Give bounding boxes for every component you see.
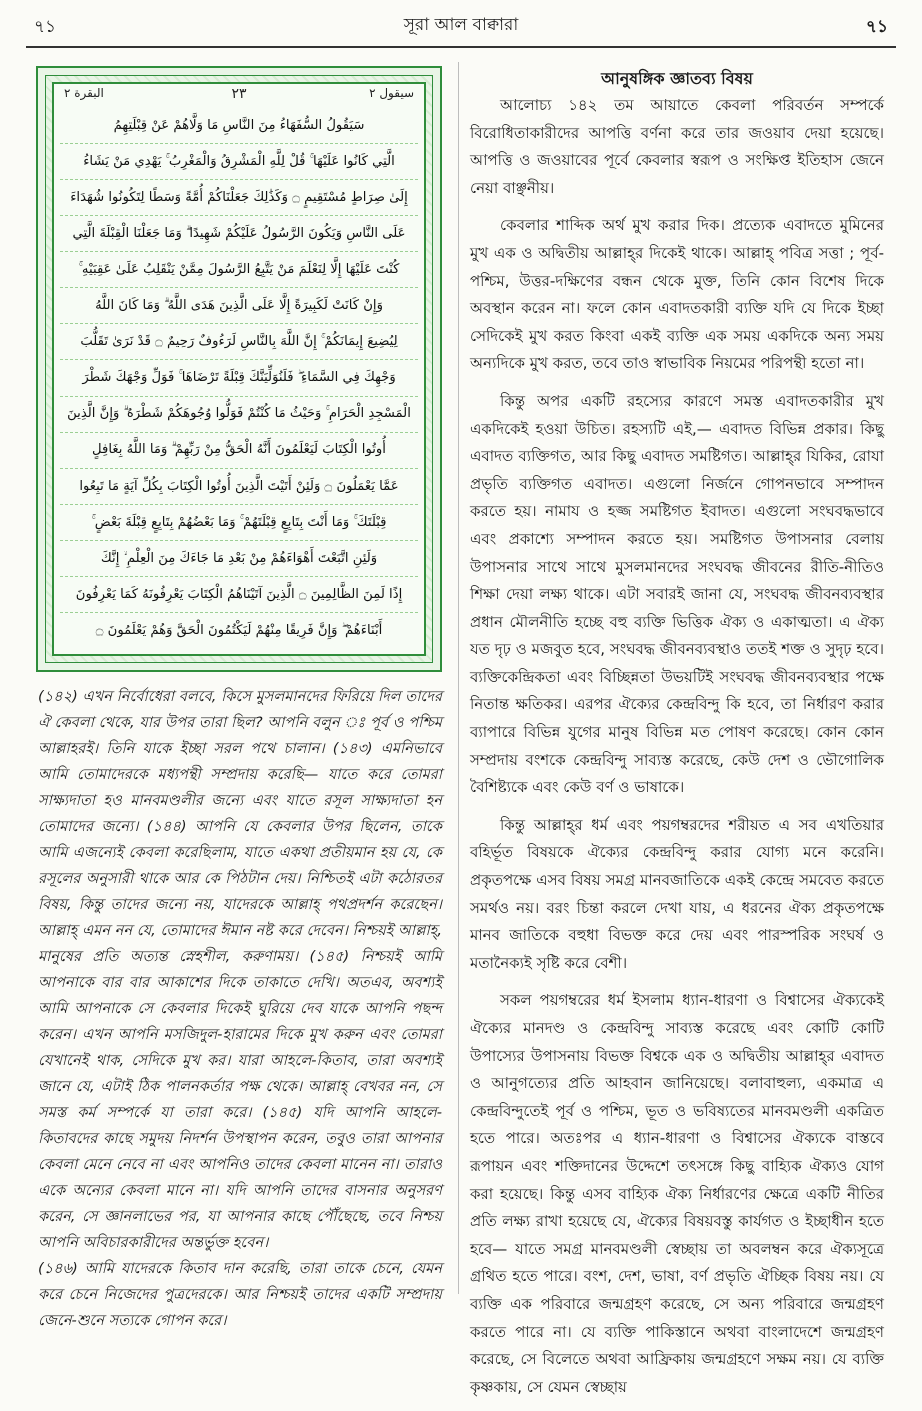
page-number-left: ৭১ bbox=[34, 17, 57, 37]
translation-paragraph: (১৪৬) আমি যাদেরকে কিতাব দান করেছি, তারা তাকে চেনে, যেমন করে চেনে নিজেদের পুত্রদেরকে। আর নিশ্চয়ই তাদের একটি সম্প্রদায় জেনে-শুনে সত্যকে গোপন করে। bbox=[38, 1260, 442, 1329]
ayah-line: سَيَقُولُ السُّفَهَاءُ مِنَ النَّاسِ مَا وَلَّاهُمْ عَنْ قِبْلَتِهِمُ bbox=[60, 108, 418, 144]
bengali-translation bbox=[38, 684, 442, 1334]
arabic-page-number: ٢٣ bbox=[231, 86, 247, 102]
commentary-title: আনুষঙ্গিক জ্ঞাতব্য বিষয় bbox=[601, 69, 753, 88]
ayah-line: وَجْهِكَ فِي السَّمَاءِ ۖ فَلَنُوَلِّيَنَّكَ قِبْلَةً تَرْضَاهَا ۚ فَوَلِّ وَجْهَكَ شَطْرَ bbox=[60, 360, 418, 396]
quran-lines bbox=[60, 108, 418, 648]
ayah-line: عَمَّا يَعْمَلُونَ ۝ وَلَئِنْ أَتَيْتَ الَّذِينَ أُوتُوا الْكِتَابَ بِكُلِّ آيَةٍ مَا تَبِعُوا bbox=[60, 469, 418, 505]
quran-text-panel bbox=[52, 82, 426, 656]
commentary-paragraph: কিন্তু অপর একটি রহস্যের কারণে সমস্ত এবাদতকারীর মুখ একদিকেই হওয়া উচিত। রহস্যটি এই,— এবাদত বিভিন্ন প্রকার। কিছু এবাদত ব্যক্তিগত, আর কিছু এবাদত সমষ্টিগত। আল্লাহ্‌র যিকির, রোযা প্রভৃতি ব্যক্তিগত এবাদত। এগুলো নির্জনে গোপনভাবে সম্পাদন করতে হয়। নামায ও হজ্জ সমষ্টিগত ইবাদত। এগুলো সংঘবদ্ধভাবে এবং প্রকাশ্যে সম্পাদন করতে হয়। সমষ্টিগত উপাসনার বেলায় উপাসনার সাথে সাথে মুসলমানদের সংঘবদ্ধ জীবনের রীতি-নীতিও শিক্ষা দেয়া লক্ষ্য থাকে। এটা সবারই জানা যে, সংঘবদ্ধ জীবনব্যবস্থার প্রধান মৌলনীতি হচ্ছে বহু ব্যক্তি ভিত্তিক ঐক্য ও একাত্মতা। এ ঐক্য যত দৃঢ় ও মজবুত হবে, সংঘবদ্ধ জীবনব্যবস্থাও ততই শক্ত ও সুদৃঢ় হবে। ব্যক্তিকেন্দ্রিকতা এবং বিচ্ছিন্নতা উভয়টিই সংঘবদ্ধ জীবনব্যবস্থার পক্ষে নিতান্ত ক্ষতিকর। এরপর ঐক্যের কেন্দ্রবিন্দু কি হবে, তা নির্ধারণ করার ব্যাপারে বিভিন্ন যুগের মানুষ বিভিন্ন মত পোষণ করেছে। কোন কোন সম্প্রদায় বংশকে কেন্দ্রবিন্দু সাব্যস্ত করেছে, কেউ দেশ ও ভৌগোলিক বৈশিষ্ট্যকে এবং কেউ বর্ণ ও ভাষাকে। bbox=[470, 391, 884, 797]
ayah-line: أَبْنَاءَهُمْ ۖ وَإِنَّ فَرِيقًا مِنْهُمْ لَيَكْتُمُونَ الْحَقَّ وَهُمْ يَعْلَمُونَ ۝ bbox=[95, 622, 383, 638]
ayah-line: وَلَئِنِ اتَّبَعْتَ أَهْوَاءَهُمْ مِنْ بَعْدِ مَا جَاءَكَ مِنَ الْعِلْمِ ۙ إِنَّكَ bbox=[60, 541, 418, 577]
ayah-line: وَإِنْ كَانَتْ لَكَبِيرَةً إِلَّا عَلَى الَّذِينَ هَدَى اللَّهُ ۗ وَمَا كَانَ اللَّهُ bbox=[60, 288, 418, 324]
juz-marker: سيقول ٢ bbox=[369, 86, 414, 100]
ayah-line: الَّتِي كَانُوا عَلَيْهَا ۚ قُلْ لِلَّهِ الْمَشْرِقُ وَالْمَغْرِبُ ۚ يَهْدِي مَنْ يَشَاءُ bbox=[60, 144, 418, 180]
page-number-right: ৭১ bbox=[865, 17, 888, 37]
commentary-paragraph: আলোচ্য ১৪২ তম আয়াতে কেবলা পরিবর্তন সম্পর্কে বিরোধিতাকারীদের আপত্তি বর্ণনা করে তার জওয়াব দেয়া হয়েছে। আপত্তি ও জওয়াবের পূর্বে কেবলার স্বরূপ ও সংক্ষিপ্ত ইতিহাস জেনে নেয়া বাঞ্ছনীয়। bbox=[470, 96, 884, 197]
commentary-paragraph: কেবলার শাব্দিক অর্থ মুখ করার দিক। প্রত্যেক এবাদতে মুমিনের মুখ এক ও অদ্বিতীয় আল্লাহ্‌র দিকেই থাকে। আল্লাহ্ পবিত্র সত্তা ; পূর্ব-পশ্চিম, উত্তর-দক্ষিণের বন্ধন থেকে মুক্ত, তিনি কোন বিশেষ দিকে অবস্থান করেন না। ফলে কোন এবাদতকারী ব্যক্তি যদি যে দিকে ইচ্ছা সেদিকেই মুখ করত কিংবা একই ব্যক্তি এক সময় একদিকে অন্য সময় অন্যদিকে মুখ করত, তবে তাও স্বাভাবিক নিয়মের পরিপন্থী হতো না। bbox=[470, 216, 884, 373]
running-title: সূরা আল বাক্বারা bbox=[403, 15, 519, 35]
ayah-line: لِيُضِيعَ إِيمَانَكُمْ ۚ إِنَّ اللَّهَ بِالنَّاسِ لَرَءُوفٌ رَحِيمٌ ۝ قَدْ نَرَىٰ تَقَلُّبَ bbox=[60, 324, 418, 360]
commentary-paragraph: কিন্তু আল্লাহ্‌র ধর্ম এবং পয়গম্বরদের শরীয়ত এ সব এখতিয়ার বহির্ভূত বিষয়কে ঐক্যের কেন্দ্রবিন্দু করার যোগ্য মনে করেনি। প্রকৃতপক্ষে এসব বিষয় সমগ্র মানবজাতিকে একই কেন্দ্রে সমবেত করতে সমর্থও নয়। বরং চিন্তা করলে দেখা যায়, এ ধরনের ঐক্য প্রকৃতপক্ষে মানব জাতিকে বহুধা বিভক্ত করে দেয় এবং পারস্পরিক সংঘর্ষ ও মতানৈক্যই সৃষ্টি করে বেশী। bbox=[470, 815, 884, 972]
quran-text-frame bbox=[36, 66, 442, 672]
ayah-line: إِلَىٰ صِرَاطٍ مُسْتَقِيمٍ ۝ وَكَذَٰلِكَ جَعَلْنَاكُمْ أُمَّةً وَسَطًا لِتَكُونُوا شُهَدَاءَ bbox=[60, 180, 418, 216]
ayah-line: قِبْلَتَكَ ۚ وَمَا أَنْتَ بِتَابِعٍ قِبْلَتَهُمْ ۚ وَمَا بَعْضُهُمْ بِتَابِعٍ قِبْلَةَ بَعْضٍ ۚ bbox=[60, 505, 418, 541]
ayah-line: إِذًا لَمِنَ الظَّالِمِينَ ۝ الَّذِينَ آتَيْنَاهُمُ الْكِتَابَ يَعْرِفُونَهُ كَمَا يَعْرِفُونَ bbox=[60, 577, 418, 613]
commentary-body bbox=[470, 92, 884, 1411]
quran-page-header bbox=[64, 86, 414, 104]
ayah-line: أُوتُوا الْكِتَابَ لَيَعْلَمُونَ أَنَّهُ الْحَقُّ مِنْ رَبِّهِمْ ۗ وَمَا اللَّهُ بِغَافِلٍ bbox=[60, 433, 418, 469]
surah-marker: البقرة ٢ bbox=[64, 86, 104, 100]
ayah-line: عَلَى النَّاسِ وَيَكُونَ الرَّسُولُ عَلَيْكُمْ شَهِيدًا ۗ وَمَا جَعَلْنَا الْقِبْلَةَ الَّتِي bbox=[60, 216, 418, 252]
translation-paragraph: (১৪২) এখন নির্বোধেরা বলবে, কিসে মুসলমানদের ফিরিয়ে দিল তাদের ঐ কেবলা থেকে, যার উপর তারা ছিল? আপনি বলুন ঃ পূর্ব ও পশ্চিম আল্লাহরই। তিনি যাকে ইচ্ছা সরল পথে চালান। (১৪৩) এমনিভাবে আমি তোমাদেরকে মধ্যপন্থী সম্প্রদায় করেছি— যাতে করে তোমরা সাক্ষ্যদাতা হও মানবমণ্ডলীর জন্যে এবং যাতে রসূল সাক্ষ্যদাতা হন তোমাদের জন্যে। (১৪৪) আপনি যে কেবলার উপর ছিলেন, তাকে আমি এজন্যেই কেবলা করেছিলাম, যাতে একথা প্রতীয়মান হয় যে, কে রসূলের অনুসারী থাকে আর কে পিঠটান দেয়। নিশ্চিতই এটা কঠোরতর বিষয়, কিন্তু তাদের জন্যে নয়, যাদেরকে আল্লাহ্ পথপ্রদর্শন করেছেন। আল্লাহ্ এমন নন যে, তোমাদের ঈমান নষ্ট করে দেবেন। নিশ্চয়ই আল্লাহ্, মানুষের প্রতি অত্যন্ত স্নেহশীল, করুণাময়। (১৪৫) নিশ্চয়ই আমি আপনাকে বার বার আকাশের দিকে তাকাতে দেখি। অতএব, অবশ্যই আমি আপনাকে সে কেবলার দিকেই ঘুরিয়ে দেব যাকে আপনি পছন্দ করেন। এখন আপনি মসজিদুল-হারামের দিকে মুখ করুন এবং তোমরা যেখানেই থাক, সেদিকে মুখ কর। যারা আহলে-কিতাব, তারা অবশ্যই জানে যে, এটাই ঠিক পালনকর্তার পক্ষ থেকে। আল্লাহ্ বেখবর নন, সে সমস্ত কর্ম সম্পর্কে যা তারা করে। (১৪৫) যদি আপনি আহলে-কিতাবদের কাছে সমুদয় নিদর্শন উপস্থাপন করেন, তবুও তারা আপনার কেবলা মেনে নেবে না এবং আপনিও তাদের কেবলা মানেন না। তারাও একে অন্যের কেবলা মানে না। যদি আপনি তাদের বাসনার অনুসরণ করেন, সে জ্ঞানলাভের পর, যা আপনার কাছে পৌঁছেছে, তবে নিশ্চয় আপনি অবিচারকারীদের অন্তর্ভুক্ত হবেন। bbox=[38, 688, 442, 1251]
ornamental-border bbox=[45, 75, 433, 663]
commentary-paragraph: সকল পয়গম্বরের ধর্ম ইসলাম ধ্যান-ধারণা ও বিশ্বাসের ঐক্যকেই ঐক্যের মানদণ্ড ও কেন্দ্রবিন্দু সাব্যস্ত করেছে এবং কোটি কোটি উপাস্যের উপাসনায় বিভক্ত বিশ্বকে এক ও অদ্বিতীয় আল্লাহ্‌র এবাদত ও আনুগত্যের প্রতি আহবান জানিয়েছে। বলাবাহুল্য, একমাত্র এ কেন্দ্রবিন্দুতেই পূর্ব ও পশ্চিম, ভূত ও ভবিষ্যতের মানবমণ্ডলী একত্রিত হতে পারে। অতঃপর এ ধ্যান-ধারণা ও বিশ্বাসের ঐক্যকে বাস্তবে রূপায়ন এবং শক্তিদানের উদ্দেশে তৎসঙ্গে কিছু বাহ্যিক ঐক্যও যোগ করা হয়েছে। কিন্তু এসব বাহ্যিক ঐক্য নির্ধারণের ক্ষেত্রে একটি নীতির প্রতি লক্ষ্য রাখা হয়েছে যে, ঐক্যের বিষয়বস্তু কার্যগত ও ইচ্ছাধীন হতে হবে— যাতে সমগ্র মানবমণ্ডলী স্বেচ্ছায় তা অবলম্বন করে ঐক্যসূত্রে গ্রথিত হতে পারে। বংশ, দেশ, ভাষা, বর্ণ প্রভৃতি ঐচ্ছিক বিষয় নয়। যে ব্যক্তি এক পরিবারে জন্মগ্রহণ করেছে, সে অন্য পরিবারে জন্মগ্রহণ করতে পারে না। যে ব্যক্তি পাকিস্তানে অথবা বাংলাদেশে জন্মগ্রহণ করেছে, সে বিলেতে অথবা আফ্রিকায় জন্মগ্রহণে সক্ষম নয়। যে ব্যক্তি কৃষ্ণকায়, সে যেমন স্বেচ্ছায় bbox=[470, 991, 884, 1396]
ayah-line: الْمَسْجِدِ الْحَرَامِ ۚ وَحَيْثُ مَا كُنْتُمْ فَوَلُّوا وُجُوهَكُمْ شَطْرَهُ ۗ وَإِنَّ الَّذِينَ bbox=[60, 397, 418, 433]
column-divider bbox=[458, 62, 459, 1294]
ayah-line: كُنْتَ عَلَيْهَا إِلَّا لِنَعْلَمَ مَنْ يَتَّبِعُ الرَّسُولَ مِمَّنْ يَنْقَلِبُ عَلَىٰ عَقِبَيْهِ ۚ bbox=[60, 252, 418, 288]
header-rule bbox=[26, 46, 896, 48]
